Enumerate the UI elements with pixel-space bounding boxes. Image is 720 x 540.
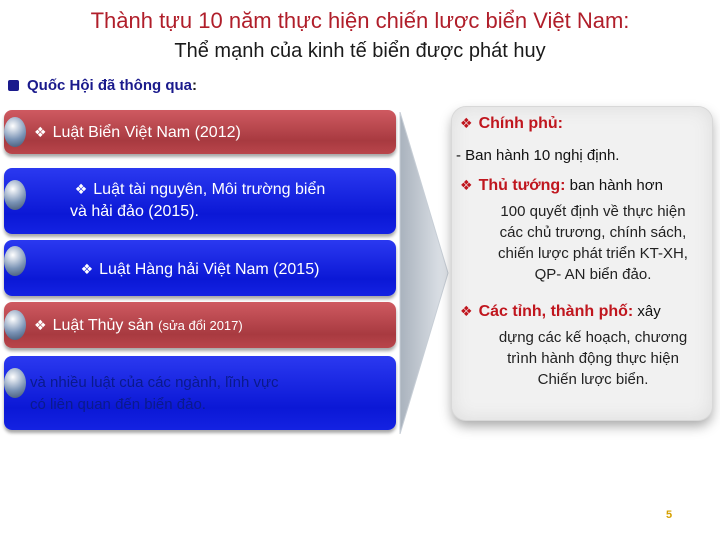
law-band-fisheries [4, 302, 396, 348]
province-body-line: trình hành động thực hiện [507, 350, 679, 367]
law-band-sea [4, 110, 396, 154]
law-label: Luật tài nguyên, Môi trường biển [93, 181, 326, 198]
law-band-other [4, 356, 396, 430]
diamond-bullet-icon: ❖ [34, 124, 47, 140]
province-heading [460, 303, 661, 321]
diamond-bullet-icon: ❖ [34, 317, 47, 333]
law-label: Luật Biển Việt Nam (2012) [52, 124, 241, 141]
province-body-line: dựng các kế hoạch, chương [498, 329, 688, 346]
lead-text: Quốc Hội đã thông qua [27, 77, 192, 94]
lead-line [8, 77, 197, 94]
band-knob-icon [4, 368, 26, 398]
province-heading-text: Các tỉnh, thành phố: [478, 303, 634, 320]
diamond-bullet-icon: ❖ [74, 181, 88, 197]
pm-heading-tail: ban hành hơn [565, 177, 663, 194]
pm-body-line: chiến lược phát triển KT-XH, [498, 245, 688, 262]
band-knob-icon [4, 117, 26, 147]
province-body [474, 327, 712, 390]
province-body-line: Chiến lược biển. [537, 371, 649, 388]
pm-heading-text: Thủ tướng: [478, 177, 566, 194]
law-band-maritime [4, 240, 396, 296]
slide-subtitle: Thể mạnh của kinh tế biển được phát huy [174, 40, 546, 62]
law-label-cont: và hải đảo (2015). [70, 203, 199, 220]
government-panel [452, 107, 712, 420]
gov-decrees: - Ban hành 10 nghị định. [456, 147, 620, 164]
law-label: Luật Hàng hải Việt Nam (2015) [99, 261, 320, 278]
lead-colon: : [192, 77, 197, 94]
page-number: 5 [666, 509, 673, 521]
band-knob-icon [4, 310, 26, 340]
gov-heading [460, 115, 563, 133]
diamond-bullet-icon: ❖ [80, 261, 94, 277]
gov-heading-text: Chính phủ: [478, 115, 563, 132]
diamond-bullet-icon: ❖ [460, 115, 473, 131]
law-label: và nhiều luật của các ngành, lĩnh vực [30, 374, 279, 391]
law-label-note: (sửa đổi 2017) [158, 318, 243, 333]
chevron-arrow-icon [398, 112, 450, 434]
pm-body-line: các chủ trương, chính sách, [499, 224, 687, 241]
slide-title: Thành tựu 10 năm thực hiện chiến lược biển Việt Nam: [90, 8, 630, 33]
square-bullet-icon [8, 80, 19, 91]
pm-body-line: QP- AN biển đảo. [534, 266, 652, 283]
law-label-cont: có liên quan đến biển đảo. [30, 396, 206, 413]
diamond-bullet-icon: ❖ [460, 303, 473, 319]
pm-heading [460, 177, 663, 195]
province-heading-tail: xây [633, 303, 661, 320]
pm-body [474, 201, 712, 285]
diamond-bullet-icon: ❖ [460, 177, 473, 193]
law-label: Luật Thủy sản [52, 317, 154, 334]
law-band-environment [4, 168, 396, 234]
pm-body-line: 100 quyết định về thực hiện [500, 203, 686, 220]
